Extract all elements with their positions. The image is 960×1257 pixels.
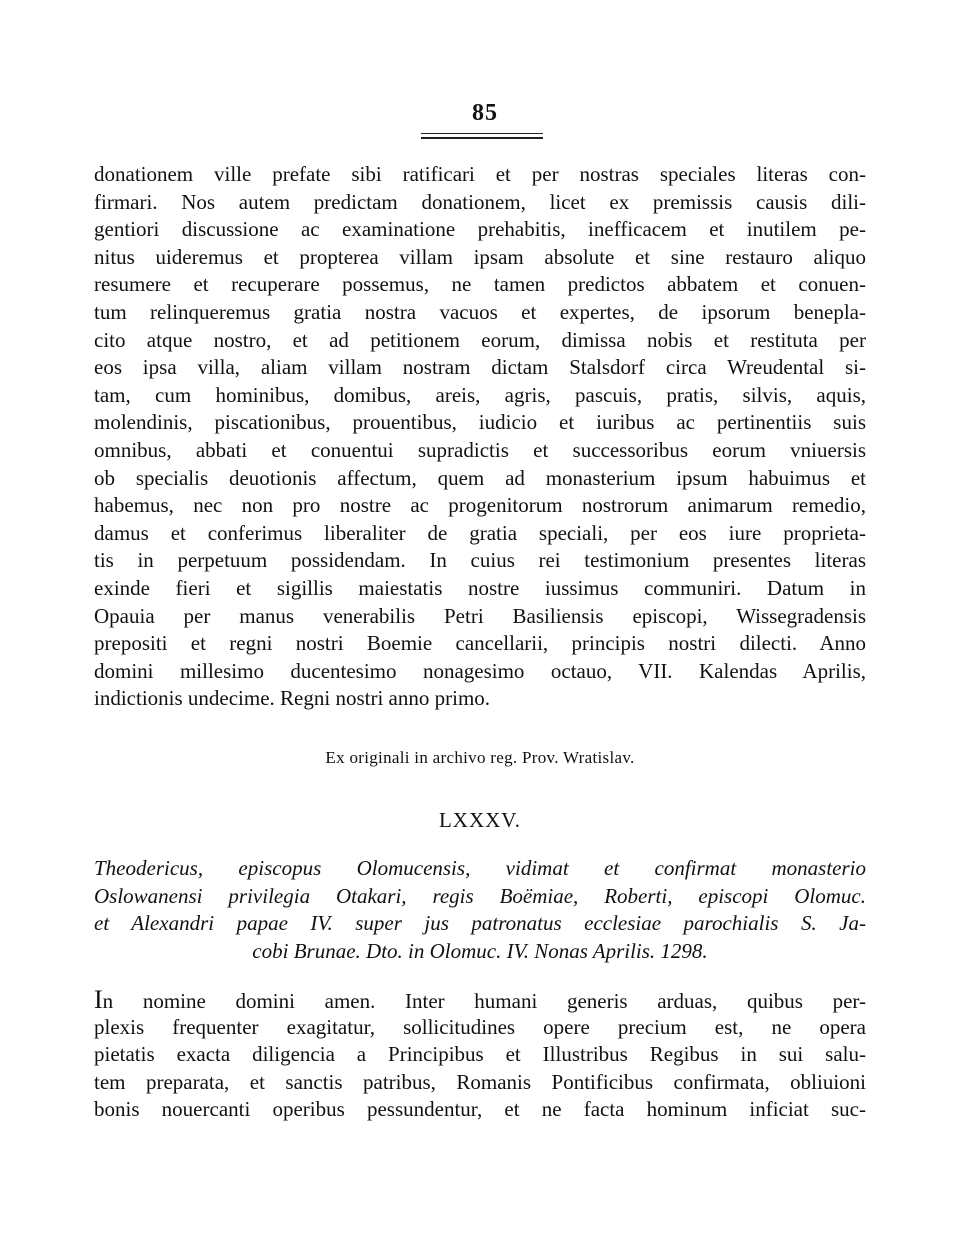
body-line: resumere et recuperare possemus, ne tamen predictos abbatem et conuen-	[94, 272, 866, 297]
body-line: prepositi et regni nostri Boemie cancellarii, principis nostri dilecti. Anno	[94, 631, 866, 656]
page-number-rule	[421, 133, 543, 134]
text-line-rest: n nomine domini amen. Inter humani generis arduas, quibus per-	[102, 989, 866, 1013]
text-line	[94, 986, 866, 1014]
page-number: 85	[472, 100, 498, 126]
body-line: habemus, nec non pro nostre ac progenitorum nostrorum animarum remedio,	[94, 493, 866, 518]
body-line: exinde fieri et sigillis maiestatis nostre iussimus communiri. Datum in	[94, 575, 866, 600]
document-summary	[94, 855, 866, 965]
body-line: nitus uideremus et propterea villam ipsam absolute et sine restauro aliquo	[94, 244, 866, 269]
body-line: cito atque nostro, et ad petitionem eorum, dimissa nobis et restituta per	[94, 327, 866, 352]
body-line: gentiori discussione ac examinatione prehabitis, inefficacem et inutilem pe-	[94, 217, 866, 242]
body-line: Opauia per manus venerabilis Petri Basiliensis episcopi, Wissegradensis	[94, 603, 866, 628]
body-line: tis in perpetuum possidendam. In cuius rei testimonium presentes literas	[94, 548, 866, 573]
body-line: molendinis, piscationibus, prouentibus, iudicio et iuribus ac pertinentiis suis	[94, 410, 866, 435]
body-line: tum relinqueremus gratia nostra vacuos et expertes, de ipsorum benepla-	[94, 299, 866, 324]
body-line: eos ipsa villa, aliam villam nostram dictam Stalsdorf circa Wreudental si-	[94, 355, 866, 380]
source-note: Ex originali in archivo reg. Prov. Wratislav.	[325, 748, 635, 767]
charter-text	[94, 986, 866, 1124]
body-line: domini millesimo ducentesimo nonagesimo octauo, VII. Kalendas Aprilis,	[94, 658, 866, 683]
body-line: omnibus, abbati et conuentui supradictis et successoribus eorum vniuersis	[94, 437, 866, 462]
initial-letter: I	[94, 986, 103, 1014]
body-line: firmari. Nos autem predictam donationem, licet ex premissis causis dili-	[94, 189, 866, 214]
section-number: LXXXV.	[438, 808, 522, 832]
page-number-rule-thick	[421, 137, 543, 139]
body-line: damus et conferimus liberaliter de gratia speciali, per eos iure proprieta-	[94, 520, 866, 545]
text-line: pietatis exacta diligencia a Principibus et Illustribus Regibus in sui salu-	[94, 1042, 866, 1067]
body-line: indictionis undecime. Regni nostri anno primo.	[94, 686, 491, 711]
summary-line: Theodericus, episcopus Olomucensis, vidimat et confirmat monasterio	[94, 856, 866, 880]
summary-line: et Alexandri papae IV. super jus patronatus ecclesiae parochialis S. Ja-	[94, 911, 866, 935]
text-line: plexis frequenter exagitatur, sollicitudines opere precium est, ne opera	[94, 1014, 866, 1039]
body-line: ob specialis deuotionis affectum, quem ad monasterium ipsum habuimus et	[94, 465, 866, 490]
body-line: donationem ville prefate sibi ratificari et per nostras speciales literas con-	[94, 162, 866, 186]
text-line: tem preparata, et sanctis patribus, Romanis Pontificibus confirmata, obliuioni	[94, 1069, 866, 1094]
body-paragraph	[94, 161, 866, 713]
summary-line: Oslowanensi privilegia Otakari, regis Boëmiae, Roberti, episcopi Olomuc.	[94, 883, 866, 908]
summary-line: cobi Brunae. Dto. in Olomuc. IV. Nonas Aprilis. 1298.	[252, 938, 708, 963]
text-line: bonis nouercanti operibus pessundentur, et ne facta hominum inficiat suc-	[94, 1097, 866, 1122]
body-line: tam, cum hominibus, domibus, areis, agris, pascuis, pratis, silvis, aquis,	[94, 382, 866, 407]
